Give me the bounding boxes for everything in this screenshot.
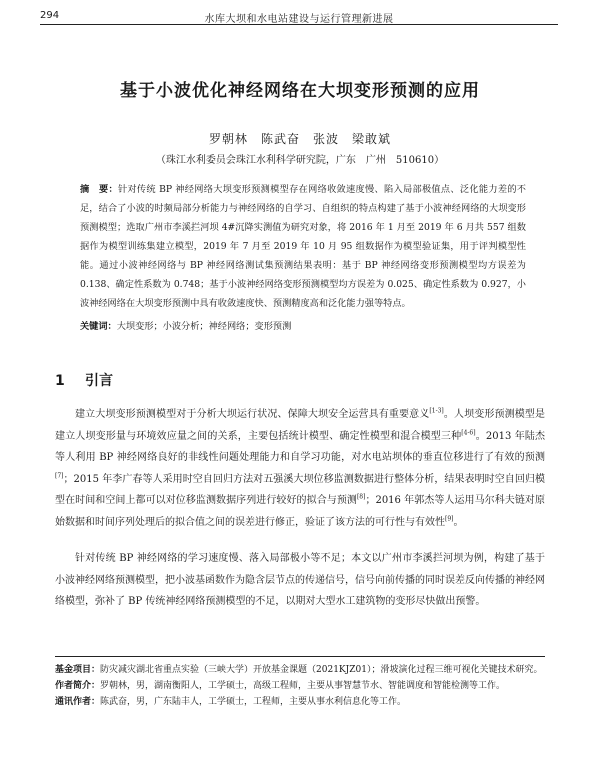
page-number: 294: [40, 10, 60, 21]
intro-paragraph-1: [55, 404, 545, 534]
footnote-divider: [55, 656, 545, 657]
abstract-label: 摘 要：: [80, 184, 118, 195]
keywords: [80, 318, 526, 332]
footnote-author-bio: [55, 678, 545, 694]
para1-part-e: ；2016 年郭杰等人运用马尔科夫链对原始数据和时间序列处理后的拟合值之间的误差进行修正，验证了该方法的可行性与有效性: [55, 495, 545, 528]
abstract: [80, 180, 526, 313]
citation-8: [8]: [356, 494, 366, 502]
abstract-text: 针对传统 BP 神经网络大坝变形预测模型存在网络收敛速度慢、陷入局部极值点、泛化能力差的不足，结合了小波的时频局部分析能力与神经网络的自学习、自组织的特点构建了基于小波神经网络的大坝变形预测模型；选取广州市李溪拦河坝 4#沉降实测值为研究对象，将 2016 年 1 月至 2019 年 6 月共 557 组数据作为模型训练集建立模型，2019 年 7 月至 2019 年 10 月 95 组数据作为模型验证集，用于评判模型性能。通过小波神经网络与 BP 神经网络测试集预测结果表明：基于 BP 神经网络变形预测模型均方误差为 0.138、确定性系数为 0.748；基于小波神经网络变形预测模型均方误差为 0.025、确定性系数为 0.927，小波神经网络在大坝变形预测中具有收敛速度快、预测精度高和泛化能力强等特点。: [80, 184, 526, 309]
footnote-funding: [55, 662, 545, 678]
citation-7: [7]: [55, 472, 64, 480]
keywords-label: 关键词：: [80, 321, 117, 332]
footnotes: [55, 662, 545, 710]
footnote-label: 通讯作者：: [55, 697, 101, 707]
running-header: [40, 8, 558, 25]
citation-9: [9]: [445, 515, 454, 523]
section-title: 引言: [85, 373, 113, 389]
paper-title: 基于小波优化神经网络在大坝变形预测的应用: [120, 81, 480, 101]
author-list: 罗朝林 陈武奋 张波 梁敢斌: [208, 132, 391, 146]
para1-part-a: 建立大坝变形预测模型对于分析大坝运行状况、保障大坝安全运营具有重要意义: [75, 409, 430, 420]
section-heading: [55, 370, 113, 390]
keywords-text: 大坝变形；小波分析；神经网络；变形预测: [116, 321, 292, 332]
para1-part-d: ；2015 年李广春等人采用时空自回归方法对五强溪大坝位移监测数据进行整体分析，结果表明时空自回归模型在时间和空间上都可以对位移监测数据序列进行较好的拟合与预测: [55, 473, 545, 507]
footnote-corresponding-author: [55, 694, 545, 710]
footnote-text: 陈武奋，男，广东陆丰人，工学硕士，工程师，主要从事水利信息化等工作。: [100, 697, 407, 707]
para1-part-f: 。: [453, 516, 464, 528]
footnote-label: 作者简介：: [55, 681, 101, 691]
para1-part-b: 。人坝变形预测模型是建立人坝变形量与环境效应量之间的关系，主要包括统计模型、确定性模型和混合模型三种: [55, 409, 546, 442]
footnote-text: 罗朝林，男，湖南衡阳人，工学硕士，高级工程师，主要从事智慧节水、智能调度和智能检测等工作。: [100, 681, 506, 691]
footnote-text: 防灾减灾湖北省重点实验（三峡大学）开放基金课题（2021KJZ01）；滑坡演化过程三维可视化关键技术研究。: [100, 665, 543, 675]
affiliation: （珠江水利委员会珠江水利科学研究院，广东 广州 510610）: [155, 155, 445, 166]
citation-4-6: [4-6]: [461, 429, 476, 437]
para1-part-c: 。2013 年陆杰等人利用 BP 神经网络良好的非线性问题处理能力和自学习功能，对水电站坝体的垂直位移进行了有效的预测: [55, 430, 546, 464]
footnote-label: 基金项目：: [55, 665, 101, 675]
section-number: 1: [55, 373, 65, 389]
citation-1-3: [1-3]: [429, 407, 444, 415]
intro-paragraph-2: 针对传统 BP 神经网络的学习速度慢、落入局部极小等不足；本文以广州市李溪拦河坝为例，构建了基于小波神经网络预测模型，把小波基函数作为隐含层节点的传递信号，信号向前传播的同时误差反向传播的神经网络模型，弥补了 BP 传统神经网络预测模型的不足，以期对大型水工建筑物的变形尽快做出预警。: [55, 553, 545, 608]
journal-title: 水库大坝和水电站建设与运行管理新进展: [204, 14, 394, 25]
